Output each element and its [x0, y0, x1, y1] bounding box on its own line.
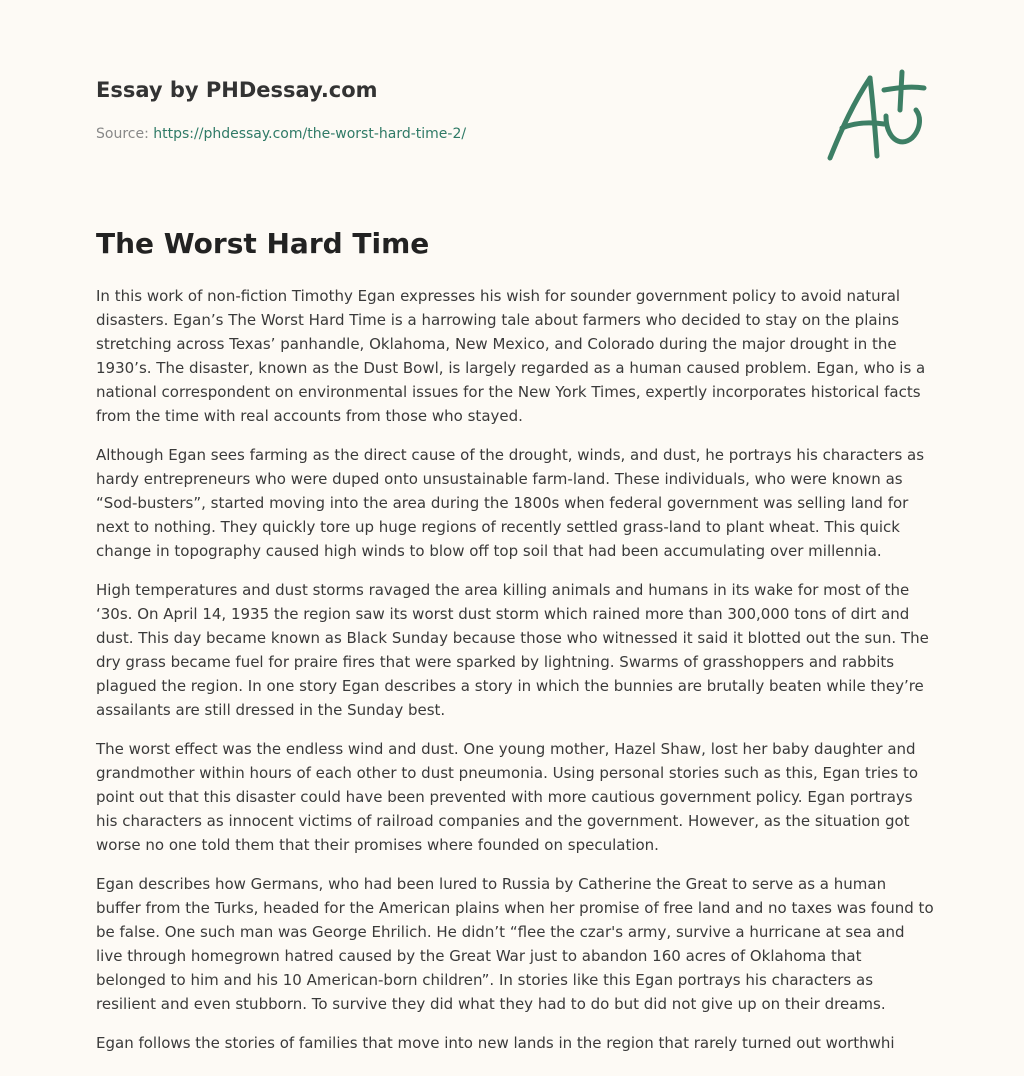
essay-paragraph: High temperatures and dust storms ravaged the area killing animals and humans in its wake for most of the ‘30s. On April 14, 1935 the region saw its worst dust storm which rained more than 300,000 tons of dirt and dust. This day became known as Black Sunday because those who witnessed it said it blotted out the sun. The dry grass became fuel for praire fires that were sparked by lightning. Swarms of grasshoppers and rabbits plagued the region. In one story Egan describes a story in which the bunnies are brutally beaten while they’re assailants are still dressed in the Sunday best. — [96, 581, 929, 719]
a-plus-logo-svg — [820, 66, 930, 166]
essay-body — [96, 284, 934, 1070]
essay-paragraph: Egan follows the stories of families that move into new lands in the region that rarely turned out worthwhi — [96, 1034, 895, 1052]
source-label: Source: — [96, 126, 149, 142]
source-link[interactable]: https://phdessay.com/the-worst-hard-time-2/ — [153, 126, 467, 142]
essay-paragraph: The worst effect was the endless wind and dust. One young mother, Hazel Shaw, lost her baby daughter and grandmother within hours of each other to dust pneumonia. Using personal stories such as this, Egan tries to point out that this disaster could have been prevented with more cautious government policy. Egan portrays his characters as innocent victims of railroad companies and the government. However, as the situation got worse no one told them that their promises where founded on speculation. — [96, 740, 919, 854]
essay-paragraph: Although Egan sees farming as the direct cause of the drought, winds, and dust, he portrays his characters as hardy entrepreneurs who were duped onto unsustainable farm-land. These individuals, who were known as “Sod-busters”, started moving into the area during the 1800s when federal government was selling land for next to nothing. They quickly tore up huge regions of recently settled grass-land to plant wheat. This quick change in topography caused high winds to blow off top soil that had been accumulating over millennia. — [96, 446, 925, 560]
essay-title: The Worst Hard Time — [96, 227, 430, 260]
logo-swoosh-stroke — [886, 110, 919, 142]
a-plus-logo-icon — [820, 66, 930, 166]
logo-plus-vertical-stroke — [900, 72, 902, 110]
logo-plus-horizontal-stroke — [884, 87, 924, 90]
logo-a-right-stroke — [870, 78, 877, 156]
essay-paragraph: In this work of non-fiction Timothy Egan expresses his wish for sounder government policy to avoid natural disasters. Egan’s The Worst Hard Time is a harrowing tale about farmers who decided to stay on the plains stretching across Texas’ panhandle, Oklahoma, New Mexico, and Colorado during the major drought in the 1930’s. The disaster, known as the Dust Bowl, is largely regarded as a human caused problem. Egan, who is a national correspondent on environmental issues for the New York Times, expertly incorporates historical facts from the time with real accounts from those who stayed. — [96, 287, 926, 425]
header — [96, 76, 816, 144]
logo-a-left-stroke — [830, 78, 870, 158]
essay-paragraph: Egan describes how Germans, who had been lured to Russia by Catherine the Great to serve as a human buffer from the Turks, headed for the American plains when her promise of free land and no taxes was found to be false. One such man was George Ehrilich. He didn’t “flee the czar's army, survive a hurricane at sea and live through homegrown hatred caused by the Great War just to abandon 160 acres of Oklahoma that belonged to him and his 10 American-born children”. In stories like this Egan portrays his characters as resilient and even stubborn. To survive they did what they had to do but did not give up on their dreams. — [96, 875, 934, 1013]
logo-a-crossbar-stroke — [842, 123, 884, 128]
source-line — [96, 124, 816, 144]
site-title: Essay by PHDessay.com — [96, 78, 378, 102]
